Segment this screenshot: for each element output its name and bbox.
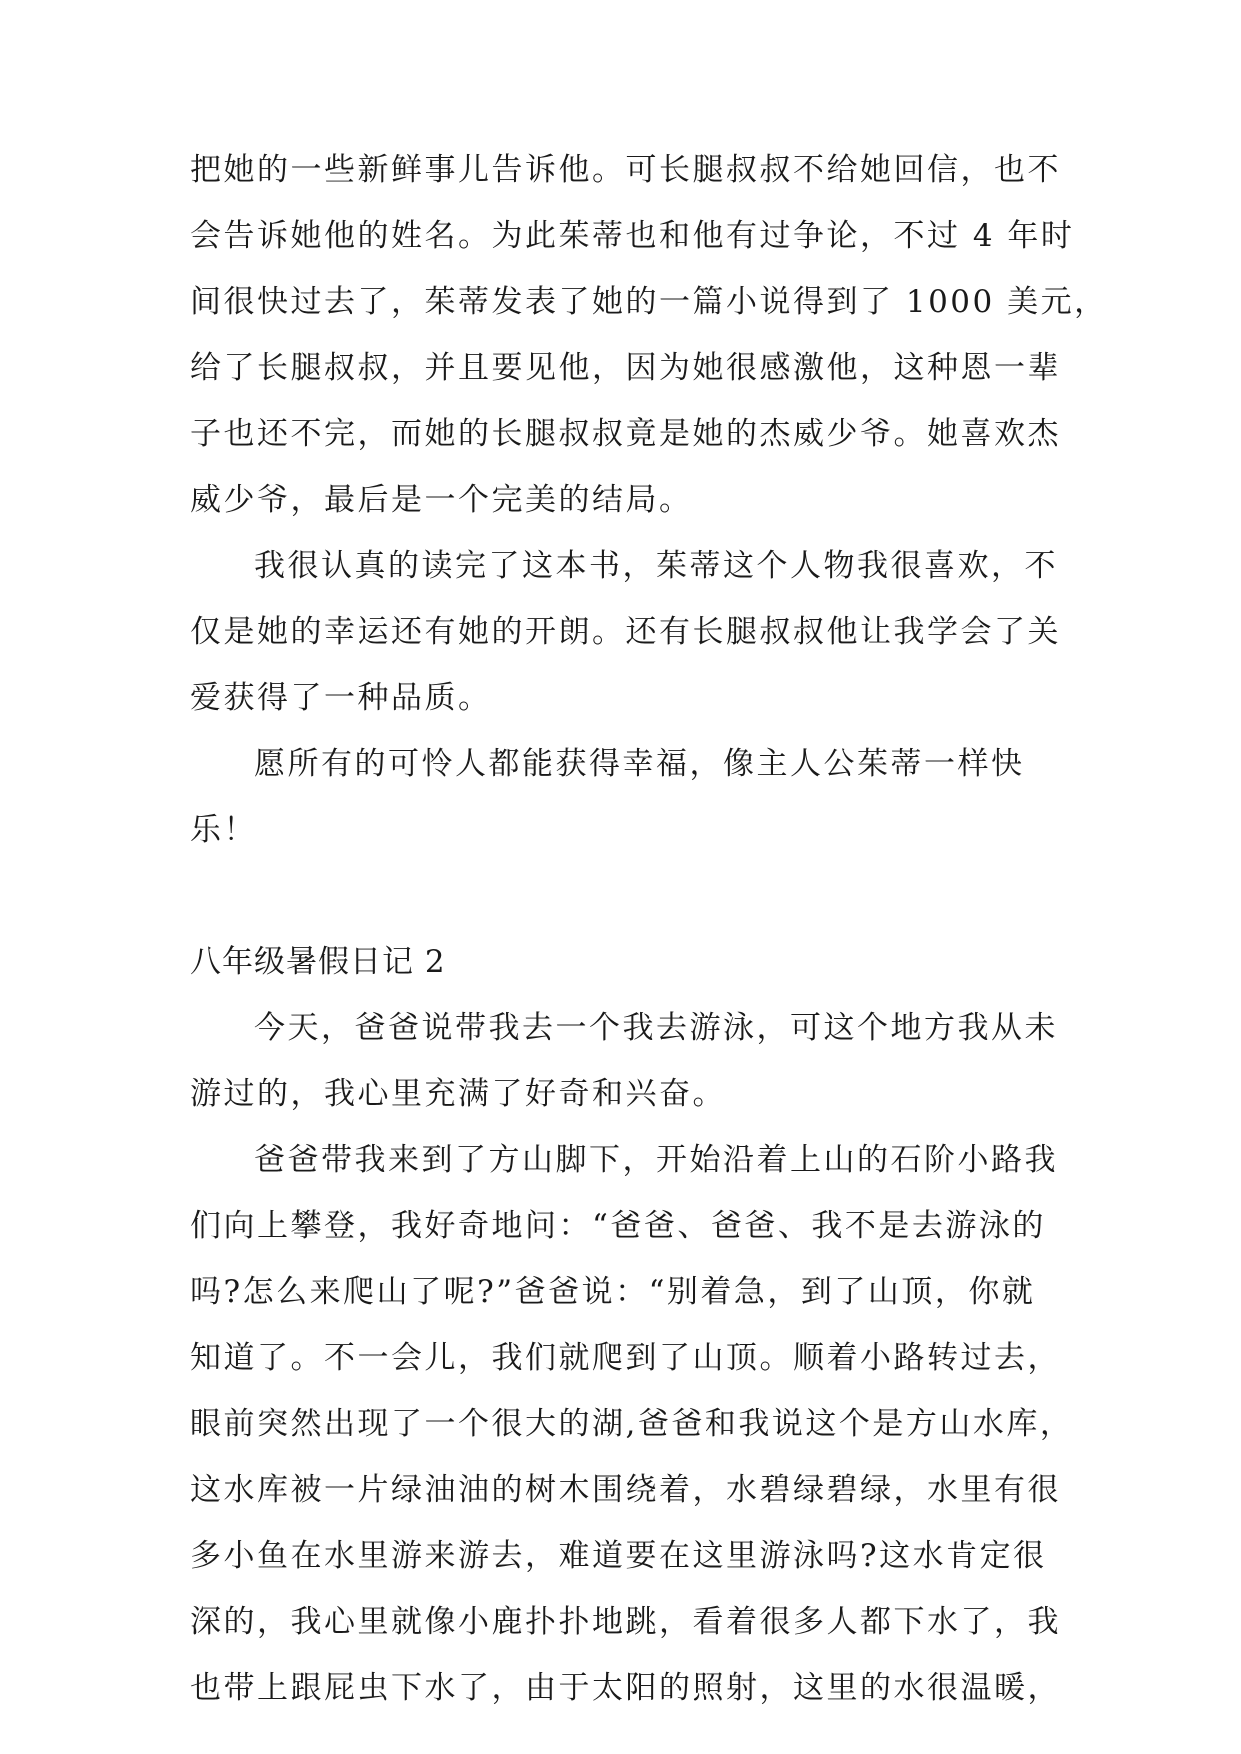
text-line: 多小鱼在水里游来游去，难道要在这里游泳吗?这水肯定很 (190, 1538, 1047, 1574)
text-line: 会告诉她他的姓名。为此茱蒂也和他有过争论，不过 4 年时 (190, 218, 1075, 254)
text-line: 今天，爸爸说带我去一个我去游泳，可这个地方我从未 (254, 1010, 1058, 1046)
text-line: 这水库被一片绿油油的树木围绕着，水碧绿碧绿，水里有很 (190, 1472, 1061, 1508)
text-line: 爱获得了一种品质。 (190, 680, 492, 716)
text-line: 吗?怎么来爬山了呢?”爸爸说：“别着急，到了山顶，你就 (190, 1274, 1036, 1310)
text-line: 我很认真的读完了这本书，茱蒂这个人物我很喜欢，不 (254, 548, 1058, 584)
text-line: 给了长腿叔叔，并且要见他，因为她很感激他，这种恩一辈 (190, 350, 1061, 386)
text-line: 乐！ (190, 812, 257, 848)
text-line: 愿所有的可怜人都能获得幸福，像主人公茱蒂一样快 (254, 746, 1025, 782)
text-line: 们向上攀登，我好奇地问：“爸爸、爸爸、我不是去游泳的 (190, 1208, 1046, 1244)
text-line: 游过的，我心里充满了好奇和兴奋。 (190, 1076, 726, 1112)
section-title: 八年级暑假日记 2 (190, 944, 446, 980)
text-line: 知道了。不一会儿，我们就爬到了山顶。顺着小路转过去， (190, 1340, 1061, 1376)
text-line: 威少爷，最后是一个完美的结局。 (190, 482, 693, 518)
text-line: 眼前突然出现了一个很大的湖,爸爸和我说这个是方山水库， (190, 1406, 1074, 1442)
text-line: 仅是她的幸运还有她的开朗。还有长腿叔叔他让我学会了关 (190, 614, 1061, 650)
text-line: 深的，我心里就像小鹿扑扑地跳，看着很多人都下水了，我 (190, 1604, 1061, 1640)
text-line: 间很快过去了，茱蒂发表了她的一篇小说得到了 1000 美元， (190, 284, 1108, 320)
text-line: 子也还不完，而她的长腿叔叔竟是她的杰威少爷。她喜欢杰 (190, 416, 1061, 452)
text-line: 把她的一些新鲜事儿告诉他。可长腿叔叔不给她回信，也不 (190, 152, 1061, 188)
text-line: 也带上跟屁虫下水了，由于太阳的照射，这里的水很温暖， (190, 1670, 1061, 1706)
text-line: 爸爸带我来到了方山脚下，开始沿着上山的石阶小路我 (254, 1142, 1058, 1178)
